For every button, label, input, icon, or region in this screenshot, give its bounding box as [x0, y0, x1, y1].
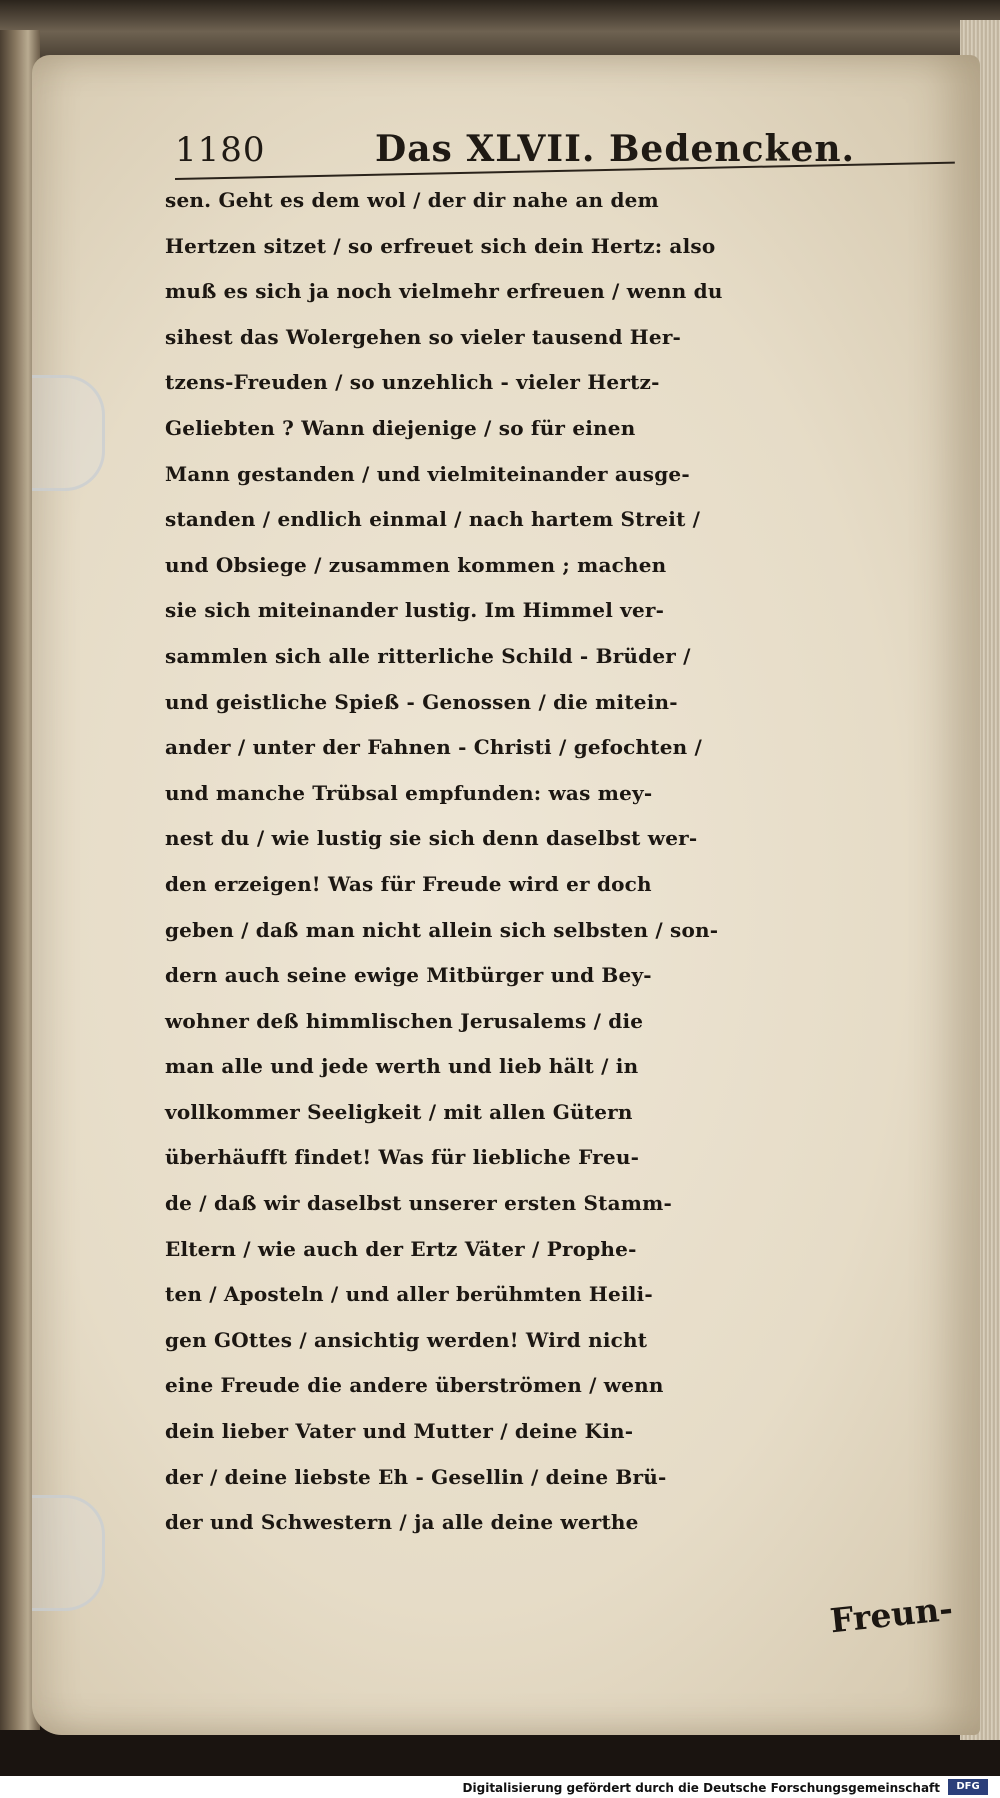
text-line: Mann gestanden / und vielmiteinander ausge-: [165, 461, 690, 486]
footer-credit: Digitalisierung gefördert durch die Deutsche Forschungsgemeinschaft: [462, 1781, 940, 1795]
text-line: de / daß wir daselbst unserer ersten Stamm-: [165, 1191, 673, 1216]
text-line: Eltern / wie auch der Ertz Väter / Prophe-: [165, 1236, 637, 1261]
text-line: man alle und jede werth und lieb hält / in: [165, 1054, 639, 1079]
text-line: dern auch seine ewige Mitbürger und Bey-: [165, 963, 652, 988]
text-line: den erzeigen! Was für Freude wird er doch: [165, 871, 652, 896]
body-text: [165, 178, 965, 1546]
text-line: sen. Geht es dem wol / der dir nahe an dem: [165, 188, 659, 212]
text-line: der und Schwestern / ja alle deine werthe: [165, 1510, 639, 1535]
text-line: sie sich miteinander lustig. Im Himmel ver-: [165, 598, 665, 623]
footer-bar: [0, 1776, 1000, 1798]
text-line: Hertzen sitzet / so erfreuet sich dein Hertz: also: [165, 233, 716, 258]
text-line: eine Freude die andere überströmen / wenn: [165, 1373, 664, 1398]
text-line: dein lieber Vater und Mutter / deine Kin-: [165, 1419, 634, 1444]
running-head: Das XLVII. Bedencken.: [375, 128, 856, 170]
text-line: ander / unter der Fahnen - Christi / gefochten /: [165, 735, 703, 760]
text-line: sihest das Wolergehen so vieler tausend Her-: [165, 324, 682, 349]
text-line: und manche Trübsal empfunden: was mey-: [165, 780, 653, 805]
text-line: sammlen sich alle ritterliche Schild - Brüder /: [165, 643, 691, 668]
text-line: vollkommer Seeligkeit / mit allen Gütern: [165, 1099, 633, 1124]
page-clip-top: [32, 375, 105, 491]
text-line: wohner deß himmlischen Jerusalems / die: [165, 1008, 644, 1033]
page-header: [175, 128, 955, 174]
text-line: Geliebten ? Wann diejenige / so für einen: [165, 415, 636, 440]
catchword: Freun-: [828, 1588, 955, 1641]
text-line: nest du / wie lustig sie sich denn daselbst wer-: [165, 826, 698, 851]
text-line: der / deine liebste Eh - Gesellin / deine Brü-: [165, 1464, 667, 1489]
text-line: ten / Aposteln / und aller berühmten Heili-: [165, 1282, 653, 1307]
text-line: und Obsiege / zusammen kommen ; machen: [165, 552, 667, 577]
dfg-logo: DFG: [948, 1779, 988, 1795]
text-line: überhäufft findet! Was für liebliche Freu-: [165, 1145, 640, 1170]
text-line: standen / endlich einmal / nach hartem Streit /: [165, 507, 701, 532]
text-line: muß es sich ja noch vielmehr erfreuen / wenn du: [165, 279, 723, 304]
text-line: geben / daß man nicht allein sich selbsten / son-: [165, 917, 719, 942]
page-number: 1180: [175, 130, 266, 170]
text-line: tzens-Freuden / so unzehlich - vieler Hertz-: [165, 370, 660, 395]
text-line: und geistliche Spieß - Genossen / die mitein-: [165, 689, 678, 714]
page-clip-bottom: [32, 1495, 105, 1611]
text-line: gen GOttes / ansichtig werden! Wird nicht: [165, 1327, 648, 1352]
